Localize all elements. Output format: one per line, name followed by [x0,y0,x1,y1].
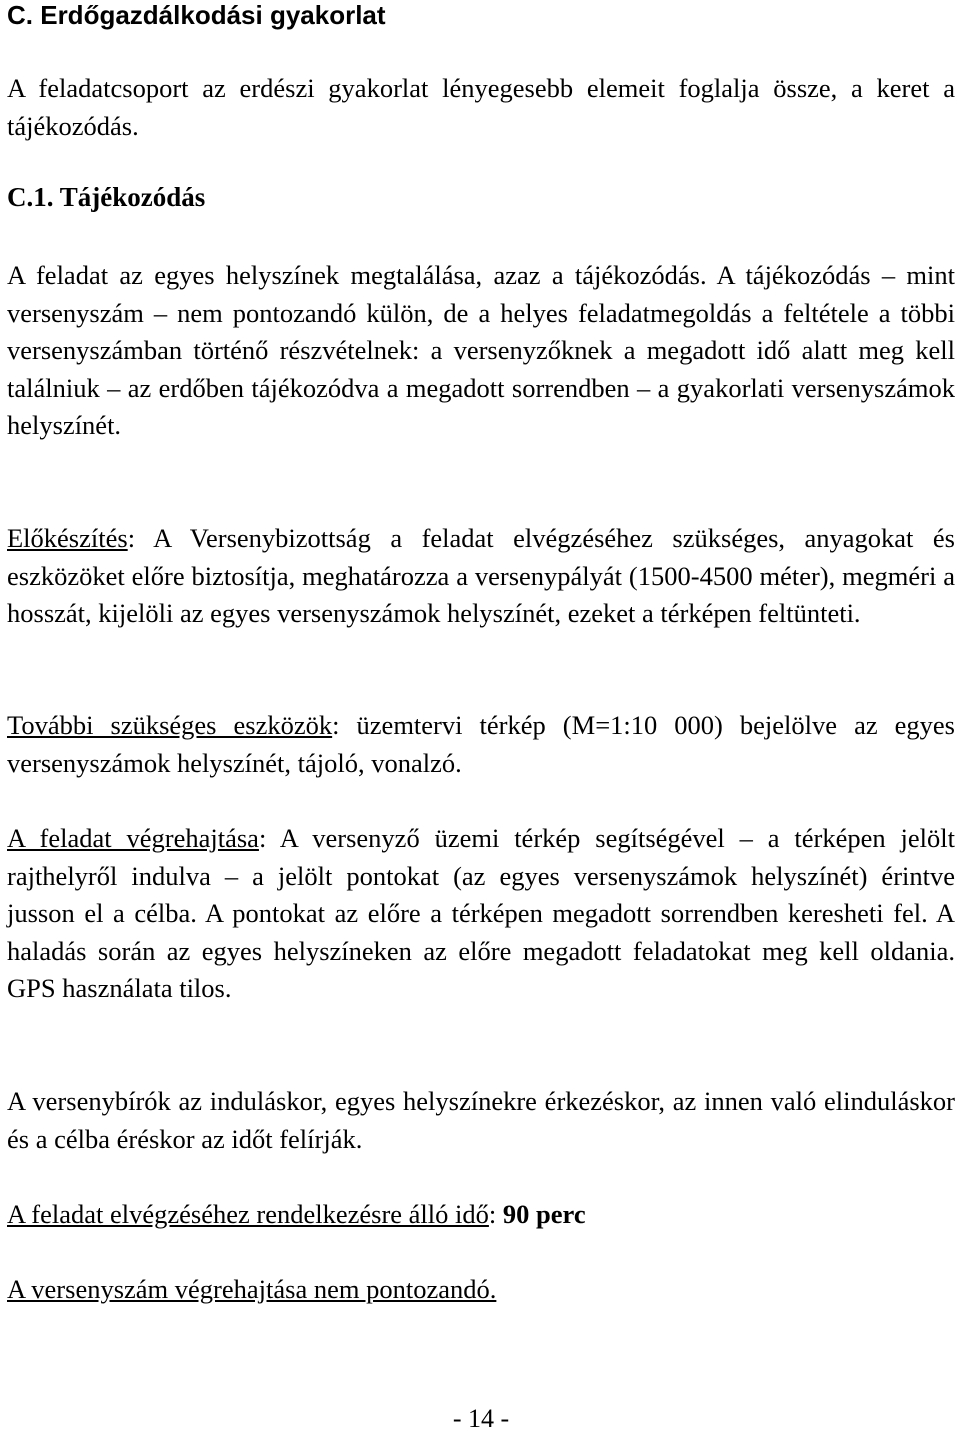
time-available-value: 90 perc [502,1199,586,1229]
execution-paragraph [7,820,955,1008]
execution-label: A feladat végrehajtása [7,823,259,853]
page-number: - 14 - [452,1404,510,1433]
time-available-label: A feladat elvégzéséhez rendelkezésre álló idő [7,1199,489,1229]
time-available-paragraph [7,1196,955,1234]
task-description-paragraph: A feladat az egyes helyszínek megtalálása, azaz a tájékozódás. A tájékozódás – mint versenyszám – nem pontozandó külön, de a helyes feladatmegoldás a feltétele a többi versenyszámban történő részvételnek: a versenyzőknek a megadott idő alatt meg kell találniuk – az erdőben tájékozódva a megadott sorrendben – a gyakorlati versenyszámok helyszínét. [7,260,955,440]
preparation-label: Előkészítés [7,523,128,553]
tools-label: További szükséges eszközök [7,710,333,740]
time-available-separator: : [488,1199,497,1229]
tools-paragraph [7,707,955,782]
tools-text: : üzemtervi térkép (M=1:10 000) bejelölve az egyes versenyszámok helyszínét, tájoló, vonalzó. [7,710,955,778]
scoring-note-paragraph [7,1271,955,1309]
execution-text: : A versenyző üzemi térkép segítségével – a térképen jelölt rajthelyről indulva – a jelölt pontokat (az egyes versenyszámok helyszínét) érintve jusson el a célba. A pontokat az előre a térképen megadott sorrendben keresheti fel. A haladás során az egyes helyszíneken az előre megadott feladatokat meg kell oldania. GPS használata tilos. [7,823,955,1003]
scoring-note: A versenyszám végrehajtása nem pontozandó. [7,1274,497,1304]
judges-paragraph: A versenybírók az induláskor, egyes helyszínekre érkezéskor, az innen való elinduláskor és a célba éréskor az időt felírják. [7,1086,955,1154]
preparation-text: : A Versenybizottság a feladat elvégzéséhez szükséges, anyagokat és eszközöket előre biztosítja, meghatározza a versenypályát (1500-4500 méter), megméri a hosszát, kijelöli az egyes versenyszámok helyszínét, ezeket a térképen feltünteti. [7,523,955,628]
preparation-paragraph [7,520,955,633]
intro-paragraph: A feladatcsoport az erdészi gyakorlat lényegesebb elemeit foglalja össze, a keret a tájékozódás. [7,73,955,141]
section-title: C. Erdőgazdálkodási gyakorlat [7,0,386,30]
subsection-title: C.1. Tájékozódás [7,182,206,212]
